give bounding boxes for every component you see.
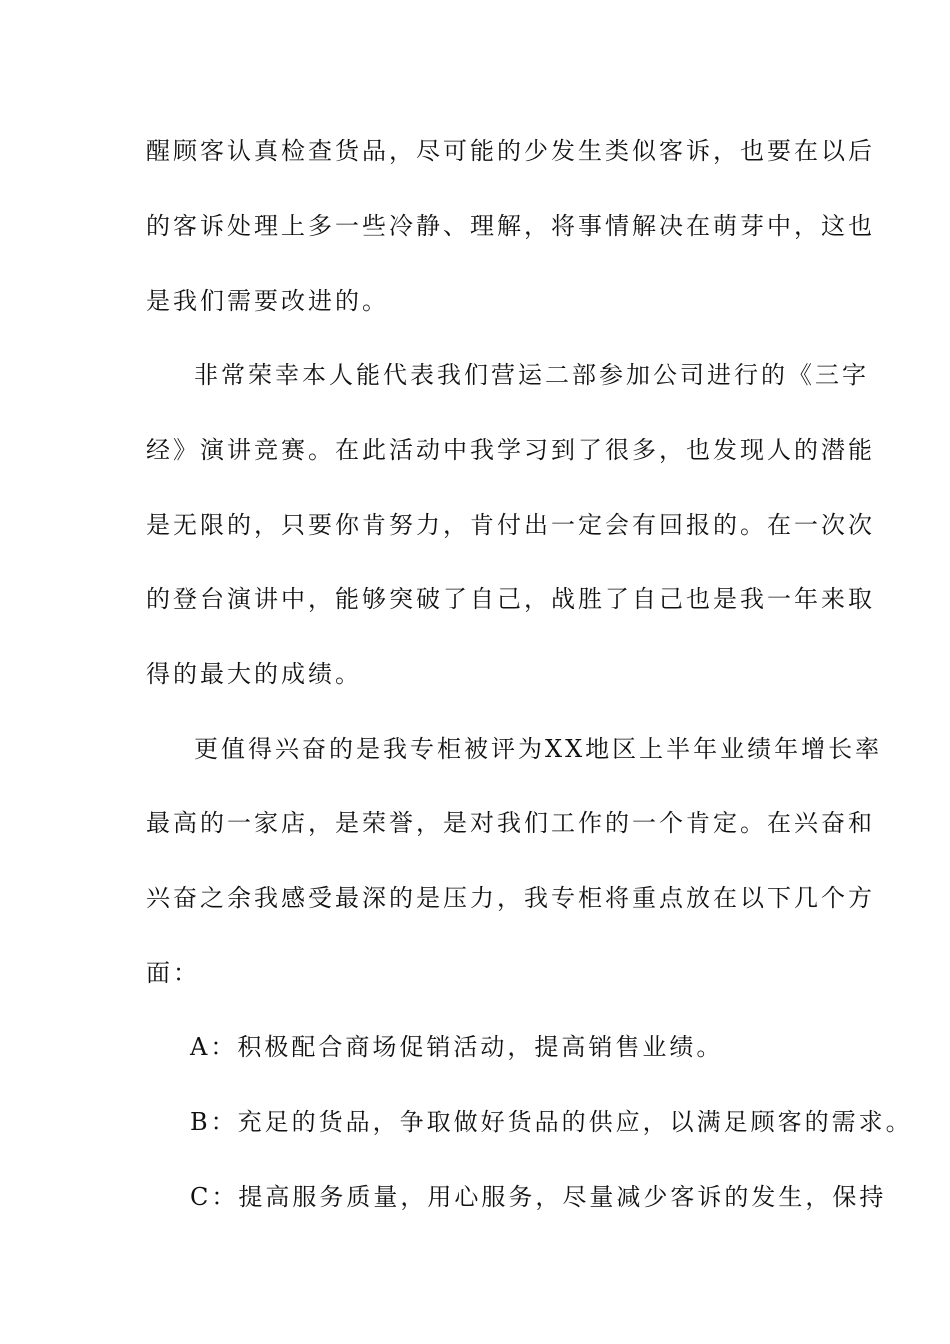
list-item: C：提高服务质量，用心服务，尽量减少客诉的发生，保持 [190,1183,887,1211]
paragraph-line: 是我们需要改进的。 [146,287,389,315]
paragraph-line: 得的最大的成绩。 [146,660,362,688]
paragraph-line: 经》演讲竞赛。在此活动中我学习到了很多，也发现人的潜能 [146,436,875,464]
paragraph-line: 是无限的，只要你肯努力，肯付出一定会有回报的。在一次次 [146,511,875,539]
paragraph-line: 面： [146,959,200,987]
paragraph-line: 非常荣幸本人能代表我们营运二部参加公司进行的《三字 [194,361,869,389]
paragraph-line: 兴奋之余我感受最深的是压力，我专柜将重点放在以下几个方 [146,884,875,912]
list-item: B：充足的货品，争取做好货品的供应，以满足顾客的需求。 [190,1108,913,1136]
paragraph-line: 最高的一家店，是荣誉，是对我们工作的一个肯定。在兴奋和 [146,809,875,837]
paragraph-line: 更值得兴奋的是我专柜被评为XX地区上半年业绩年增长率 [194,735,883,763]
paragraph-line: 醒顾客认真检查货品，尽可能的少发生类似客诉，也要在以后 [146,137,875,165]
paragraph-line: 的客诉处理上多一些冷静、理解，将事情解决在萌芽中，这也 [146,212,875,240]
paragraph-line: 的登台演讲中，能够突破了自己，战胜了自己也是我一年来取 [146,585,875,613]
list-item: A：积极配合商场促销活动，提高销售业绩。 [190,1033,724,1061]
